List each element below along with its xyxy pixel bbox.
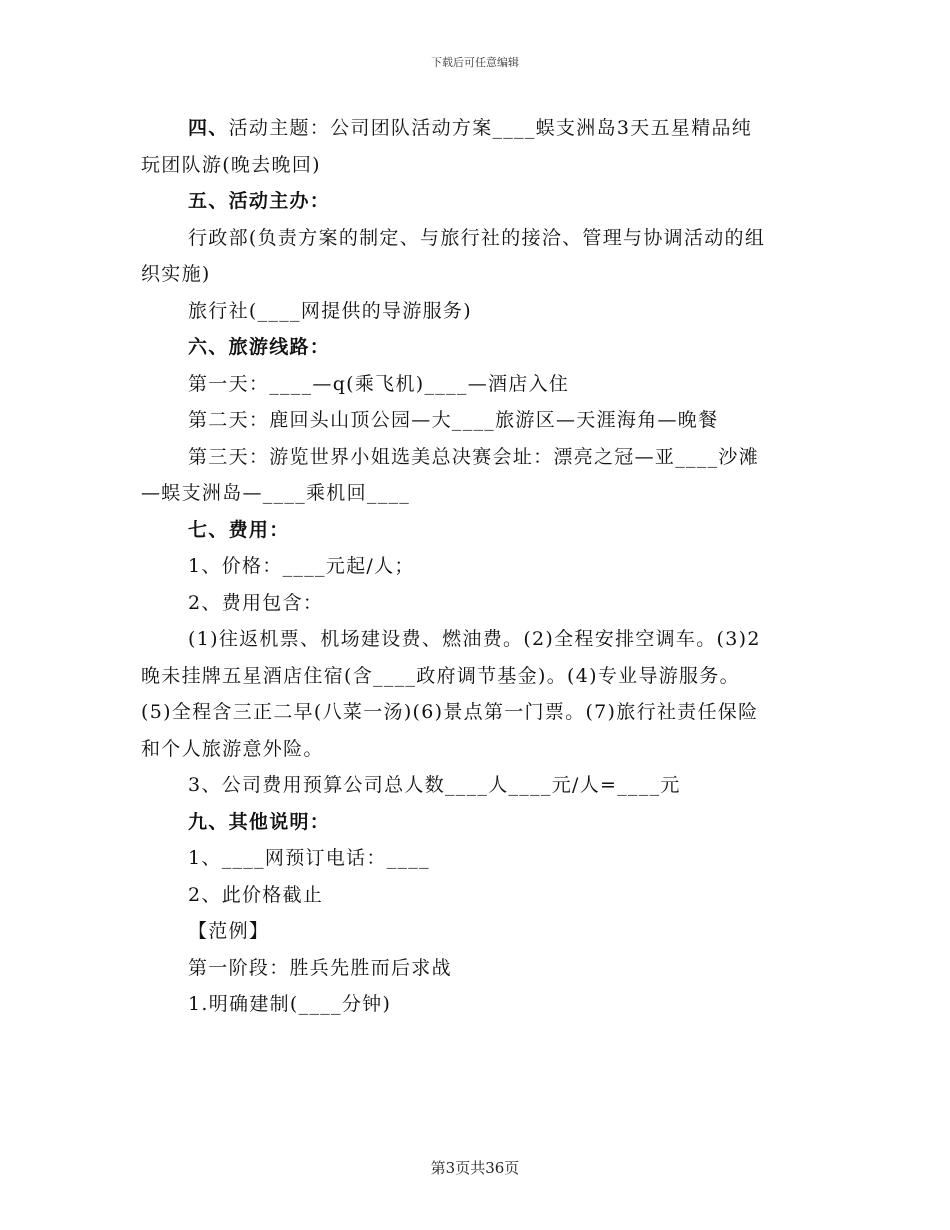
paragraph-line: 织实施) xyxy=(141,263,211,285)
paragraph-line: 2、费用包含： xyxy=(188,591,324,614)
paragraph-line: 【范例】 xyxy=(188,920,270,942)
paragraph-line: 第三天：游览世界小姐选美总决赛会址：漂亮之冠—亚____沙滩 xyxy=(188,445,760,468)
paragraph-line: 玩团队游(晚去晚回) xyxy=(141,153,321,176)
paragraph-line: 第一阶段：胜兵先胜而后求战 xyxy=(188,956,452,979)
paragraph-line: 1.明确建制(____分钟) xyxy=(188,993,392,1015)
document-body xyxy=(141,110,811,1023)
paragraph-line: 1、____网预订电话：____ xyxy=(188,847,430,869)
paragraph-line xyxy=(141,110,811,147)
paragraph-line: (5)全程含三正二早(八菜一汤)(6)景点第一门票。(7)旅行社责任保险 xyxy=(141,701,759,723)
paragraph-line: 2、此价格截止 xyxy=(188,883,324,906)
section-number-label: 四、 xyxy=(188,117,229,139)
section-heading: 七、费用： xyxy=(188,518,290,541)
page-number-footer: 第3页共36页 xyxy=(430,1159,520,1177)
paragraph-line: 第二天：鹿回头山顶公园—大____旅游区—天涯海角—晚餐 xyxy=(188,409,719,431)
paragraph-line: (1)往返机票、机场建设费、燃油费。(2)全程安排空调车。(3)2 xyxy=(188,628,761,650)
paragraph-line: 和个人旅游意外险。 xyxy=(141,737,324,760)
paragraph-line: 晚未挂牌五星酒店住宿(含____政府调节基金)。(4)专业导游服务。 xyxy=(141,664,740,687)
section-heading: 九、其他说明： xyxy=(188,810,331,833)
section-heading: 五、活动主办： xyxy=(188,190,331,212)
section-heading-text: 活动主题：公司团队活动方案____蜈支洲岛3天五星精品纯 xyxy=(228,117,753,139)
paragraph-line: 旅行社(____网提供的导游服务) xyxy=(188,299,472,322)
paragraph-line: 行政部(负责方案的制定、与旅行社的接洽、管理与协调活动的组 xyxy=(188,226,766,249)
section-heading: 六、旅游线路： xyxy=(188,336,331,358)
paragraph-line: —蜈支洲岛—____乘机回____ xyxy=(141,482,411,504)
paragraph-line: 3、公司费用预算公司总人数____人____元/人=____元 xyxy=(188,774,681,796)
page-header-note: 下载后可任意编辑 xyxy=(431,56,519,69)
paragraph-line: 1、价格：____元起/人； xyxy=(188,555,415,577)
paragraph-line: 第一天：____—q(乘飞机)____—酒店入住 xyxy=(188,372,570,395)
